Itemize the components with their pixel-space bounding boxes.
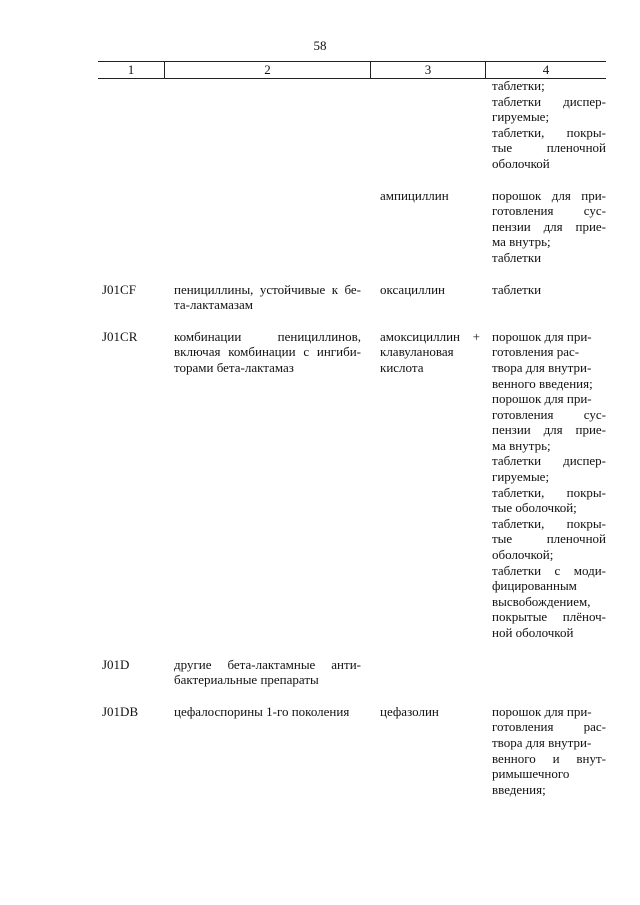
table-body xyxy=(98,78,606,797)
header-col-1: 1 xyxy=(98,62,165,78)
atc-group-line: включая комбинации с ингиби- xyxy=(174,344,361,360)
atc-group xyxy=(165,657,371,688)
table-row xyxy=(98,329,606,641)
dosage-form-line: готовления рас- xyxy=(492,344,580,360)
dosage-form-line: римышечного xyxy=(492,766,570,782)
dosage-form-line: таблетки xyxy=(492,281,542,297)
atc-code: J01CF xyxy=(102,281,136,297)
dosage-form-line: покрытые плёноч- xyxy=(492,609,606,625)
dosage-form-line: таблетки, покры- xyxy=(492,124,606,140)
dosage-form-line: таблетки; xyxy=(492,78,545,93)
dosage-form-line: порошок для при- xyxy=(492,187,606,203)
atc-group-line: та-лактамазам xyxy=(174,297,253,313)
dosage-form-line: таблетки xyxy=(492,249,542,265)
header-col-2: 2 xyxy=(165,62,371,78)
atc-code: J01D xyxy=(102,656,130,672)
dosage-form-line: фицированным xyxy=(492,578,577,594)
dosage-form-line: венного и внут- xyxy=(492,750,606,766)
dosage-form-line: таблетки, покры- xyxy=(492,515,606,531)
drug-name xyxy=(371,188,486,204)
atc-group-line: цефалоспорины 1-го поколения xyxy=(174,703,350,719)
atc-group-line: торами бета-лактамаз xyxy=(174,359,294,375)
dosage-form-line: тые пленочной xyxy=(492,531,606,547)
atc-code: J01DB xyxy=(102,703,139,719)
atc-group-line: комбинации пенициллинов, xyxy=(174,328,361,344)
page-number: 58 xyxy=(313,38,327,53)
dosage-form-line: готовления сус- xyxy=(492,203,606,219)
atc-group xyxy=(165,282,371,313)
dosage-form-line: твора для внутри- xyxy=(492,359,592,375)
dosage-form-line: пензии для прие- xyxy=(492,422,606,438)
dosage-form-line: оболочкой; xyxy=(492,547,554,563)
dosage-form-line: порошок для при- xyxy=(492,391,592,407)
atc-code: J01CR xyxy=(102,328,138,344)
dosage-form-line: гируемые; xyxy=(492,469,550,485)
dosage-form-line: тые оболочкой; xyxy=(492,500,577,516)
dosage-form xyxy=(486,78,606,172)
atc-group-line: другие бета-лактамные анти- xyxy=(174,656,361,672)
dosage-form-line: ной оболочкой xyxy=(492,625,574,640)
table-row xyxy=(98,657,606,688)
drug-name xyxy=(371,704,486,720)
dosage-form xyxy=(486,704,606,798)
dosage-form-line: таблетки, покры- xyxy=(492,484,606,500)
dosage-form-line: оболочкой xyxy=(492,155,550,171)
dosage-form-line: пензии для прие- xyxy=(492,218,606,234)
dosage-form-line: тые пленочной xyxy=(492,140,606,156)
table-row xyxy=(98,78,606,172)
dosage-form-line: порошок для при- xyxy=(492,328,592,344)
dosage-form-line: готовления рас- xyxy=(492,719,606,735)
dosage-form-line: готовления сус- xyxy=(492,406,606,422)
dosage-form xyxy=(486,329,606,641)
dosage-form-line: ма внутрь; xyxy=(492,234,551,250)
dosage-form-line: ма внутрь; xyxy=(492,437,551,453)
drug-name-line: ампициллин xyxy=(380,187,449,203)
atc-group-line: бактериальные препараты xyxy=(174,672,319,688)
drug-name-line: оксациллин xyxy=(380,281,445,297)
dosage-form-line: твора для внутри- xyxy=(492,734,592,750)
dosage-form-line: таблетки диспер- xyxy=(492,453,606,469)
table-row xyxy=(98,282,606,313)
drug-name-line: клавулановая xyxy=(380,344,454,360)
dosage-form-line: таблетки с моди- xyxy=(492,562,606,578)
drug-name-line: кислота xyxy=(380,359,424,375)
dosage-form-line: высвобождением, xyxy=(492,593,591,609)
dosage-form xyxy=(486,282,606,298)
header-col-4: 4 xyxy=(542,62,550,77)
atc-group xyxy=(165,329,371,376)
atc-group-line: пенициллины, устойчивые к бе- xyxy=(174,281,361,297)
table-row xyxy=(98,704,606,798)
drug-name xyxy=(371,282,486,298)
dosage-form-line: гируемые; xyxy=(492,109,550,125)
drug-name-line: цефазолин xyxy=(380,703,439,719)
dosage-form-line: таблетки диспер- xyxy=(492,93,606,109)
atc-group xyxy=(165,704,371,720)
dosage-form-line: порошок для при- xyxy=(492,703,592,719)
dosage-form-line: венного введения; xyxy=(492,375,593,391)
drug-name xyxy=(371,329,486,376)
table-row xyxy=(98,188,606,266)
header-col-3: 3 xyxy=(371,62,486,78)
dosage-form-line: введения; xyxy=(492,781,546,797)
drug-name-line: амоксициллин + xyxy=(380,328,480,344)
table-header xyxy=(98,61,606,79)
dosage-form xyxy=(486,188,606,266)
